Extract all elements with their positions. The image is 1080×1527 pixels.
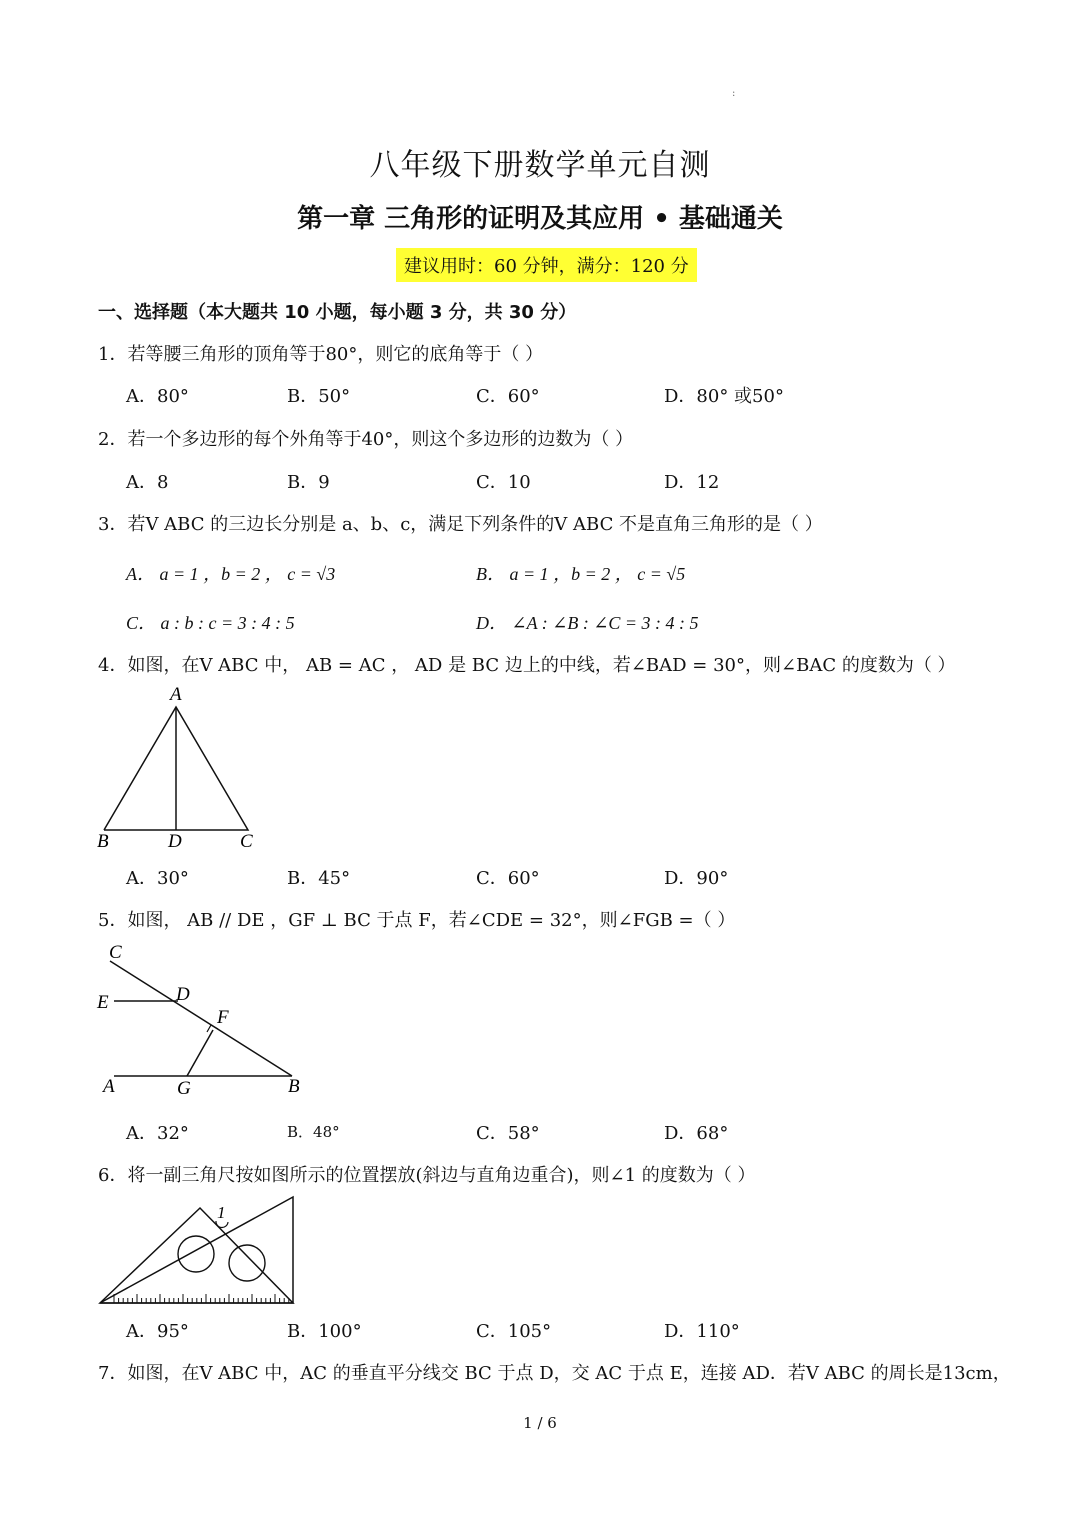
label-c: C <box>240 831 253 852</box>
label-f: F <box>217 1007 229 1028</box>
q4-option-a: A．30° <box>126 868 189 889</box>
line-gf <box>187 1030 213 1076</box>
q3-option-a: A． a = 1 ，b = 2 ， c = √3 <box>126 564 336 584</box>
hole-right <box>229 1245 265 1281</box>
q4-triangle-figure <box>92 680 272 855</box>
q6-option-b: B．100° <box>287 1321 362 1342</box>
q6-set-squares-figure <box>92 1190 302 1310</box>
q2-option-c: C．10 <box>476 472 531 493</box>
label-g: G <box>177 1078 191 1099</box>
q4-option-c: C．60° <box>476 868 540 889</box>
q3-option-d: D． ∠A : ∠B : ∠C = 3 : 4 : 5 <box>476 613 699 633</box>
label-c: C <box>109 942 122 963</box>
q3-option-c: C． a : b : c = 3 : 4 : 5 <box>126 613 295 633</box>
label-d: D <box>176 984 190 1005</box>
q6-option-d: D．110° <box>664 1321 740 1342</box>
time-note: 建议用时：60 分钟，满分：120 分 <box>396 248 697 282</box>
section-heading: 一、选择题（本大题共 10 小题，每小题 3 分，共 30 分） <box>98 302 577 323</box>
question-6-stem: 6．将一副三角尺按如图所示的位置摆放(斜边与直角边重合)，则∠1 的度数为（ ） <box>98 1165 756 1186</box>
label-b: B <box>288 1076 300 1097</box>
q2-option-b: B．9 <box>287 472 330 493</box>
q5-option-d: D．68° <box>664 1123 729 1144</box>
question-1-stem: 1．若等腰三角形的顶角等于80°，则它的底角等于（ ） <box>98 344 544 365</box>
q5-option-b: B．48° <box>287 1123 340 1141</box>
q1-option-d: D．80° 或50° <box>664 386 784 407</box>
q2-option-d: D．12 <box>664 472 720 493</box>
page-subtitle: 第一章 三角形的证明及其应用 • 基础通关 <box>297 204 783 234</box>
q5-option-c: C．58° <box>476 1123 540 1144</box>
angle-1-label: 1 <box>217 1203 226 1222</box>
question-3-stem: 3．若V ABC 的三边长分别是 a、b、c，满足下列条件的V ABC 不是直角三角形的是（ ） <box>98 514 823 535</box>
q4-option-b: B．45° <box>287 868 351 889</box>
label-b: B <box>97 831 109 852</box>
q1-option-a: A．80° <box>126 386 189 407</box>
hole-left <box>178 1236 214 1272</box>
question-5-stem: 5．如图， AB // DE ，GF ⊥ BC 于点 F，若∠CDE = 32°，则∠FGB =（ ） <box>98 910 736 931</box>
ruler-ticks <box>114 1294 289 1303</box>
corner-mark: : <box>732 88 736 99</box>
question-2-stem: 2．若一个多边形的每个外角等于40°，则这个多边形的边数为（ ） <box>98 429 634 450</box>
line-cb <box>110 961 292 1076</box>
set-square-30 <box>100 1197 293 1303</box>
q3-option-b: B． a = 1 ，b = 2 ， c = √5 <box>476 564 686 584</box>
page-title: 八年级下册数学单元自测 <box>369 148 711 183</box>
label-e: E <box>97 992 109 1013</box>
label-a: A <box>103 1076 115 1097</box>
q5-parallel-lines-figure <box>92 940 322 1100</box>
page-number: 1 / 6 <box>523 1414 557 1432</box>
q1-option-c: C．60° <box>476 386 540 407</box>
q1-option-b: B．50° <box>287 386 351 407</box>
question-4-stem: 4．如图，在V ABC 中， AB = AC ， AD 是 BC 边上的中线，若∠BAD = 30°，则∠BAC 的度数为（ ） <box>98 655 956 676</box>
q5-option-a: A．32° <box>126 1123 189 1144</box>
q2-option-a: A．8 <box>126 472 169 493</box>
q4-option-d: D．90° <box>664 868 729 889</box>
label-d: D <box>168 831 182 852</box>
q6-option-a: A．95° <box>126 1321 189 1342</box>
question-7-stem: 7．如图，在V ABC 中，AC 的垂直平分线交 BC 于点 D，交 AC 于点 E，连接 AD．若V ABC 的周长是13cm， <box>98 1363 1011 1384</box>
label-a: A <box>170 684 182 705</box>
q6-option-c: C．105° <box>476 1321 552 1342</box>
